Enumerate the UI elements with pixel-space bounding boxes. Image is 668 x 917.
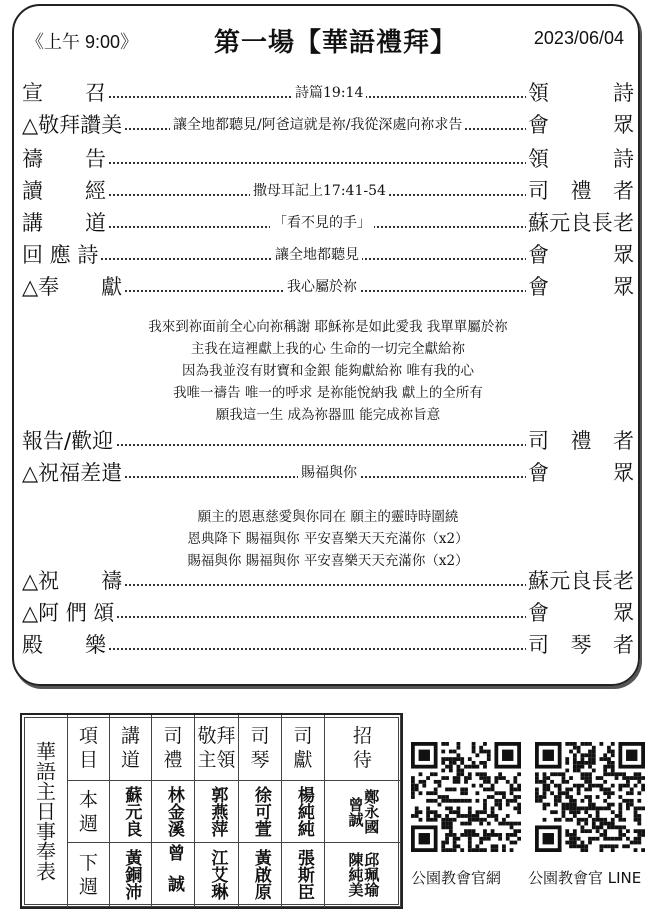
program-item-content: 「看不見的手」 [270,208,374,238]
program-item-role: 蘇元良長老 [526,566,634,596]
lyric-line: 我唯一禱告 唯一的呼求 是祢能悅納我 獻上的全所有 [173,385,483,401]
program-item [22,630,634,660]
roster-name [195,843,239,907]
lyric-line: 我來到祢面前全心向祢稱謝 耶穌祢是如此愛我 我單單屬於祢 [148,319,508,335]
lyric-line: 願我這一生 成為祢器皿 能完成祢旨意 [215,407,441,423]
program-item-name: 禱 告 [22,144,108,174]
program-item-name: 報告/歡迎 [22,426,115,456]
roster-name-text: 江艾琳 [207,849,228,900]
program-item-role: 領詩 [526,144,634,174]
roster-name-text: 張斯臣 [293,849,314,900]
roster-name [152,843,195,907]
program-item [22,272,634,302]
roster-name [239,843,282,907]
roster-header-text: 招待 [352,724,372,771]
roster-name-text: 黃啟原 [250,849,271,900]
program-item [22,78,634,108]
website-qr-label: 公園教會官網 [411,869,502,887]
roster-name-text: 鄭永國 曾誠 [346,789,381,834]
roster-name [110,843,152,907]
roster-header-text: 司獻 [293,724,313,771]
roster-name-text: 邱珮瑜 陳純美 [346,852,381,897]
service-time: 《上午 9:00》 [26,32,139,52]
program-item [22,110,634,140]
roster-header-text: 項目 [78,724,98,771]
roster-header [152,715,195,781]
roster-header [325,715,401,781]
roster-name [152,781,195,843]
program-item-role: 司禮者 [526,426,634,456]
roster-name-text: 林金溪 [163,786,184,837]
program-item-name: △阿 們 頌 [22,598,117,628]
roster-name [110,781,152,843]
program-item-name: 讀 經 [22,176,108,206]
program-item-content: 詩篇19:14 [292,78,366,108]
program-item [22,426,634,456]
program-item [22,176,634,206]
offering-lyrics [34,316,622,426]
roster-header-text: 司禮 [163,724,183,771]
roster-header [282,715,325,781]
roster-name [282,843,325,907]
lyric-line: 主我在這裡獻上我的心 生命的一切完全獻給祢 [190,341,466,357]
program-item-name: 宣 召 [22,78,108,108]
program-item-content: 讓全地都聽見 [272,240,362,270]
program-item [22,208,634,238]
page-title: 第一場【華語禮拜】 [214,27,458,57]
program-item-name: 殿 樂 [22,630,108,660]
roster-title [22,715,68,907]
program-item [22,598,634,628]
line-qr-code[interactable] [535,741,645,853]
service-date: 2023/06/04 [533,28,624,48]
program-item-role: 會眾 [526,272,634,302]
program-item-role: 司琴者 [526,630,634,660]
blessing-lyrics [34,506,622,572]
program-item-name: △祝 禱 [22,566,124,596]
lyric-line: 恩典降下 賜福與你 平安喜樂天天充滿你（x2） [187,531,469,547]
order-of-service [12,4,640,686]
program-item-name: 回 應 詩 [22,240,100,270]
roster-header [110,715,152,781]
program-item-content: 賜福與你 [298,458,360,488]
roster-name [282,781,325,843]
lyric-line: 願主的恩惠慈愛與你同在 願主的靈時時圍繞 [197,509,459,525]
website-qr-code[interactable] [411,741,521,853]
roster-name [325,843,401,907]
roster-name-text: 曾誠 [163,843,184,906]
roster-header [239,715,282,781]
program-item [22,458,634,488]
program-item-role: 領詩 [526,78,634,108]
program-item-content: 我心屬於祢 [284,272,360,302]
program-item-name: 講 道 [22,208,108,238]
roster-header-text: 講道 [120,724,140,771]
lyric-line: 因為我並沒有財寶和金銀 能夠獻給祢 唯有我的心 [181,363,475,379]
roster-week-label [68,781,110,843]
roster-name-text: 楊純純 [293,786,314,837]
program-item-name: △祝福差遣 [22,458,124,488]
roster-header [68,715,110,781]
roster-name [325,781,401,843]
program-item-name: △敬拜讚美 [22,110,124,140]
program-item-role: 會眾 [526,598,634,628]
program-item-name: △奉 獻 [22,272,124,302]
program-item-content: 撒母耳記上17:41-54 [250,176,389,206]
roster-name-text: 蘇元良 [121,786,142,837]
program-item [22,144,634,174]
roster-name [239,781,282,843]
roster-name-text: 郭燕萍 [207,786,228,837]
program-item [22,240,634,270]
program-item-role: 會眾 [526,240,634,270]
roster-week-label-text: 本週 [78,788,98,835]
program-item-role: 會眾 [526,110,634,140]
program-item-role: 蘇元良長老 [526,208,634,238]
roster-name-text: 黃銅沛 [121,849,142,900]
roster-name-text: 徐可萱 [250,786,271,837]
program-item-content: 讓全地都聽見/阿爸這就是祢/我從深處向祢求告 [170,110,465,140]
roster-header-text: 司琴 [250,724,270,771]
service-roster-table [20,713,403,909]
program-item-role: 司禮者 [526,176,634,206]
roster-week-label [68,843,110,907]
roster-week-label-text: 下週 [78,851,98,898]
roster-name [195,781,239,843]
program-item-role: 會眾 [526,458,634,488]
lyric-line: 賜福與你 賜福與你 平安喜樂天天充滿你（x2） [187,553,469,569]
roster-header [195,715,239,781]
roster-header-text: 敬拜主領 [197,724,236,771]
roster-title-text: 華語主日事奉表 [32,740,57,881]
line-qr-label: 公園教會官 LINE [528,869,642,887]
